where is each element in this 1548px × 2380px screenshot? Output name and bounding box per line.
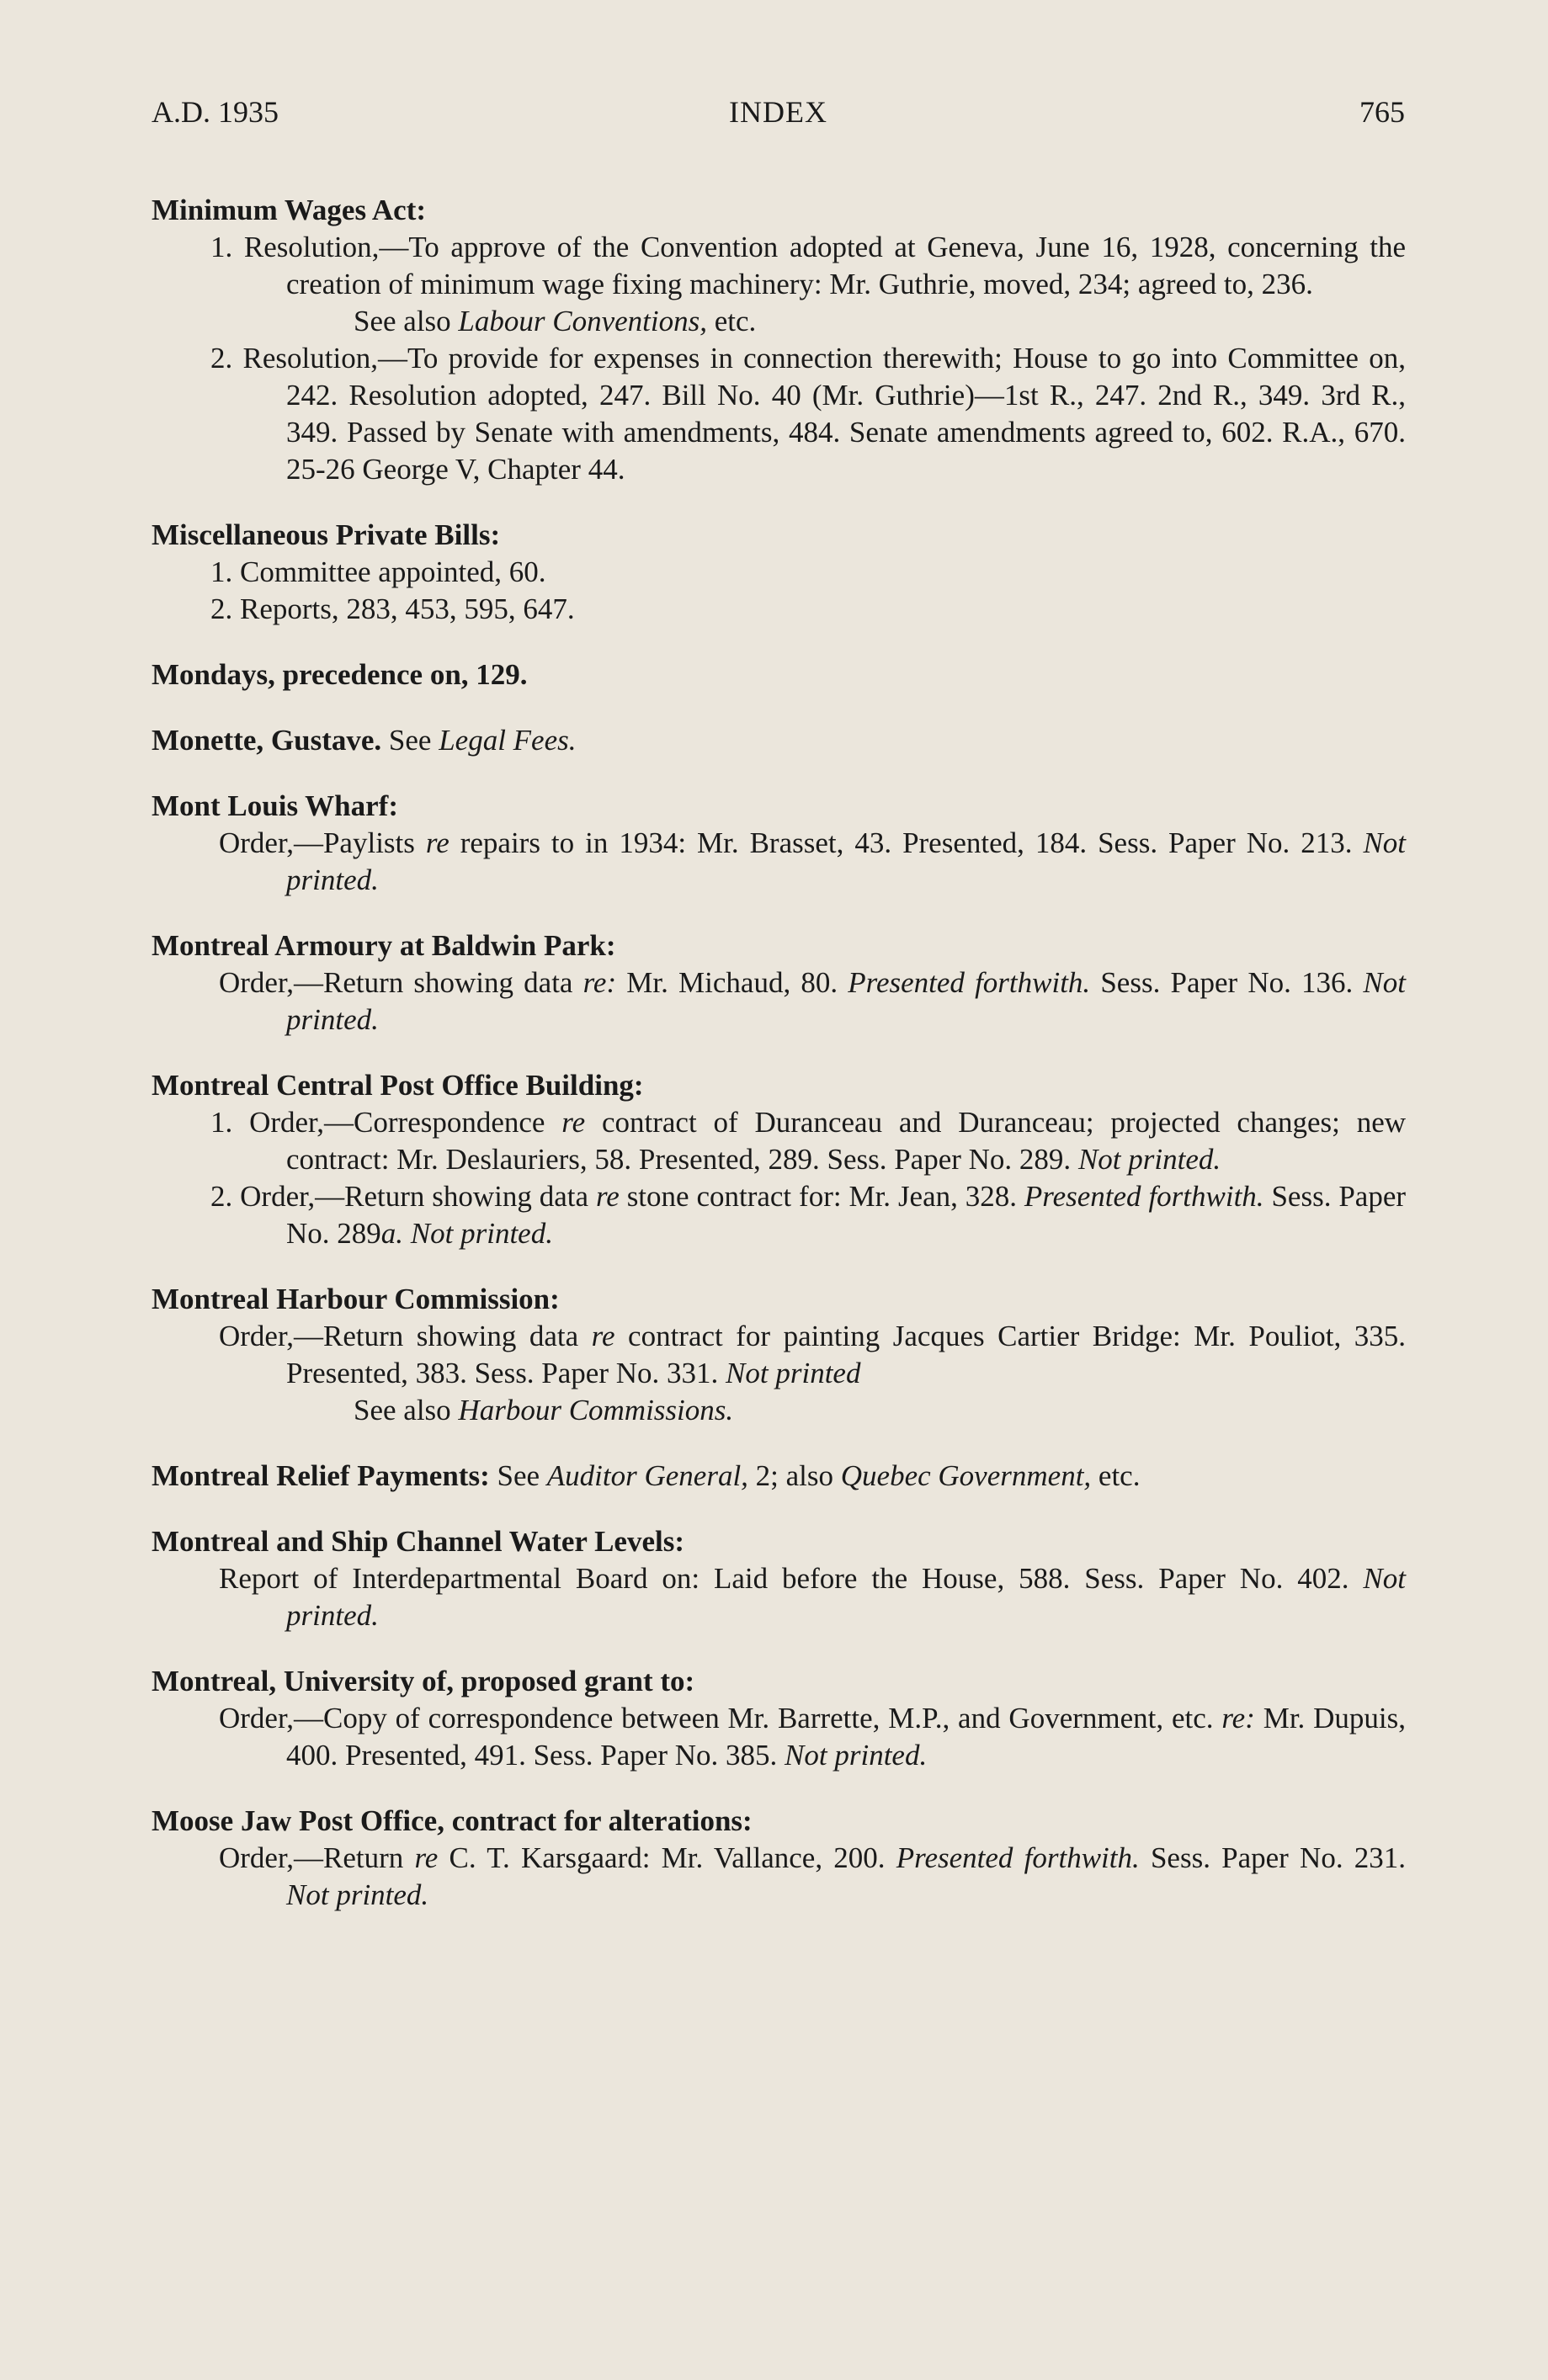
entry-line: Montreal Relief Payments: See Auditor General, 2; also Quebec Government, etc. bbox=[152, 1459, 1141, 1492]
entry-heading: Moose Jaw Post Office, contract for alterations: bbox=[152, 1804, 753, 1837]
entry-item: Report of Interdepartmental Board on: Laid before the House, 588. Sess. Paper No. 402. Not printed. bbox=[219, 1562, 1406, 1632]
entry-item: 2. Resolution,—To provide for expenses in connection therewith; House to go into Committee on, 242. Resolution adopted, 247. Bill No. 40 (Mr. Guthrie)—1st R., 247. 2nd R., 349. 3rd R., 349. Passed by Senate with amendments, 484. Senate amendments agreed to, 602. R.A., 670. 25-26 George V, Chapter 44. bbox=[210, 342, 1406, 486]
index-content bbox=[152, 192, 1406, 1942]
entry-item: Order,—Return showing data re: Mr. Michaud, 80. Presented forthwith. Sess. Paper No. 136. Not printed. bbox=[219, 966, 1406, 1036]
entry-heading: Montreal Harbour Commission: bbox=[152, 1283, 560, 1315]
entry-item: 1. Committee appointed, 60. bbox=[210, 555, 546, 588]
header-title: INDEX bbox=[729, 95, 827, 129]
entry-heading: Mondays, precedence on, 129. bbox=[152, 658, 528, 691]
entry-item: Order,—Paylists re repairs to in 1934: Mr. Brasset, 43. Presented, 184. Sess. Paper No. 213. Not printed. bbox=[219, 826, 1407, 896]
entry-heading: Mont Louis Wharf: bbox=[152, 789, 398, 822]
entry-item: 1. Order,—Correspondence re contract of Duranceau and Duranceau; projected changes; new contract: Mr. Deslauriers, 58. Presented, 289. Sess. Paper No. 289. Not printed. bbox=[210, 1106, 1406, 1176]
index-entry bbox=[152, 192, 1406, 488]
index-entry bbox=[152, 1281, 1406, 1429]
entry-heading: Montreal Armoury at Baldwin Park: bbox=[152, 929, 616, 962]
index-entry bbox=[152, 1067, 1406, 1252]
entry-item: 2. Order,—Return showing data re stone contract for: Mr. Jean, 328. Presented forthwith. Sess. Paper No. 289a. Not printed. bbox=[210, 1180, 1407, 1250]
index-entry bbox=[152, 788, 1406, 899]
entry-heading: Miscellaneous Private Bills: bbox=[152, 518, 501, 551]
see-also-ref: Labour Conventions, bbox=[458, 305, 707, 337]
see-ref: Legal Fees. bbox=[439, 724, 577, 757]
index-entry: Monette, Gustave. See Legal Fees. bbox=[152, 724, 577, 757]
index-entry bbox=[152, 517, 1406, 628]
see-also-ref: Harbour Commissions. bbox=[458, 1394, 734, 1426]
entry-item: Order,—Return showing data re contract for painting Jacques Cartier Bridge: Mr. Pouliot, 335. Presented, 383. Sess. Paper No. 331. Not printed bbox=[219, 1320, 1407, 1389]
index-entry bbox=[152, 1458, 1406, 1495]
entry-item: Order,—Return re C. T. Karsgaard: Mr. Vallance, 200. Presented forthwith. Sess. Paper No. 231. Not printed. bbox=[219, 1841, 1407, 1911]
index-entry bbox=[152, 1523, 1406, 1634]
entry-item: 2. Reports, 283, 453, 595, 647. bbox=[210, 592, 575, 625]
entry-heading: Montreal Relief Payments: bbox=[152, 1459, 490, 1492]
entry-heading: Montreal Central Post Office Building: bbox=[152, 1069, 644, 1102]
page-header bbox=[152, 94, 1405, 136]
see-also: See also Harbour Commissions. bbox=[354, 1394, 734, 1426]
entry-item: 1. Resolution,—To approve of the Convention adopted at Geneva, June 16, 1928, concerning the creation of minimum wage fixing machinery: Mr. Guthrie, moved, 234; agreed to, 236. bbox=[210, 231, 1406, 300]
entry-heading: Minimum Wages Act: bbox=[152, 194, 427, 226]
entry-heading: Monette, Gustave. bbox=[152, 724, 382, 757]
header-year: A.D. 1935 bbox=[152, 95, 279, 129]
see-also: See also Labour Conventions, etc. bbox=[354, 305, 757, 337]
entry-item: Order,—Copy of correspondence between Mr. Barrette, M.P., and Government, etc. re: Mr. Dupuis, 400. Presented, 491. Sess. Paper No. 385. Not printed. bbox=[219, 1702, 1407, 1772]
entry-heading: Montreal, University of, proposed grant to: bbox=[152, 1665, 695, 1697]
index-entry bbox=[152, 656, 1406, 693]
entry-heading: Montreal and Ship Channel Water Levels: bbox=[152, 1525, 684, 1558]
index-entry bbox=[152, 927, 1406, 1039]
index-entry bbox=[152, 1803, 1406, 1914]
page-number: 765 bbox=[1359, 95, 1405, 129]
index-entry bbox=[152, 1663, 1406, 1774]
